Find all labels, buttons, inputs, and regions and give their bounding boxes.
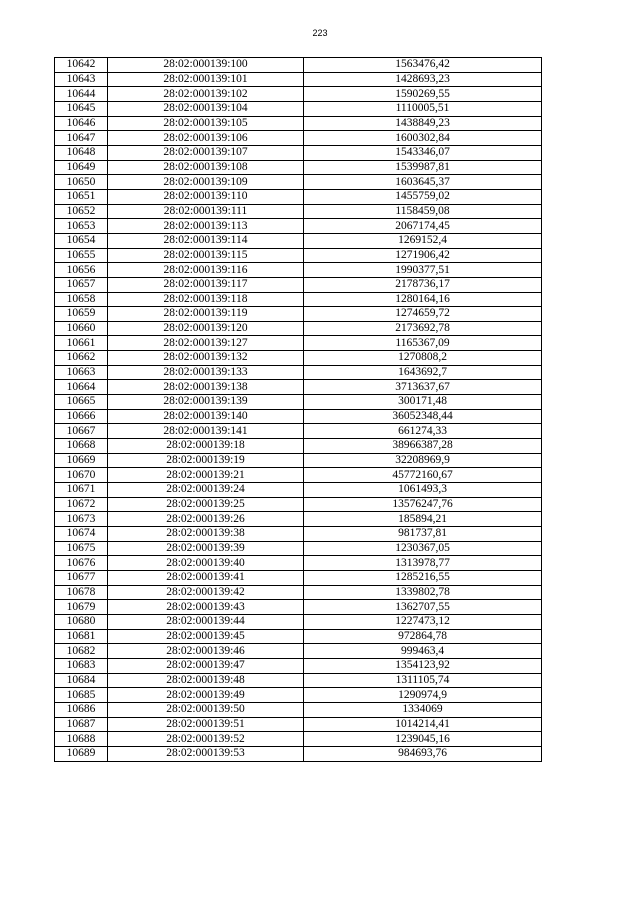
value-cell: 1590269,55 — [304, 87, 542, 102]
table-row — [55, 175, 542, 190]
table-row — [55, 160, 542, 175]
row-number-cell: 10642 — [55, 58, 108, 73]
row-number-cell: 10673 — [55, 512, 108, 527]
cadastral-number-cell: 28:02:000139:41 — [108, 570, 304, 585]
row-number-cell: 10667 — [55, 424, 108, 439]
value-cell: 1239045,16 — [304, 732, 542, 747]
cadastral-number-cell: 28:02:000139:102 — [108, 87, 304, 102]
table-row — [55, 673, 542, 688]
cadastral-number-cell: 28:02:000139:110 — [108, 189, 304, 204]
value-cell: 1014214,41 — [304, 717, 542, 732]
table-row — [55, 497, 542, 512]
value-cell: 1158459,08 — [304, 204, 542, 219]
page-number: 223 — [312, 28, 328, 38]
row-number-cell: 10687 — [55, 717, 108, 732]
cadastral-number-cell: 28:02:000139:38 — [108, 527, 304, 542]
cadastral-number-cell: 28:02:000139:21 — [108, 468, 304, 483]
value-cell: 1311105,74 — [304, 673, 542, 688]
value-cell: 1274659,72 — [304, 307, 542, 322]
table-row — [55, 424, 542, 439]
row-number-cell: 10680 — [55, 614, 108, 629]
row-number-cell: 10672 — [55, 497, 108, 512]
table-row — [55, 101, 542, 116]
table-row — [55, 87, 542, 102]
row-number-cell: 10643 — [55, 72, 108, 87]
cadastral-number-cell: 28:02:000139:49 — [108, 688, 304, 703]
cadastral-number-cell: 28:02:000139:48 — [108, 673, 304, 688]
cadastral-number-cell: 28:02:000139:108 — [108, 160, 304, 175]
value-cell: 984693,76 — [304, 746, 542, 761]
table-row — [55, 58, 542, 73]
table-row — [55, 483, 542, 498]
cadastral-number-cell: 28:02:000139:113 — [108, 219, 304, 234]
table-row — [55, 292, 542, 307]
value-cell: 2178736,17 — [304, 277, 542, 292]
cadastral-number-cell: 28:02:000139:138 — [108, 380, 304, 395]
value-cell: 1339802,78 — [304, 585, 542, 600]
row-number-cell: 10681 — [55, 629, 108, 644]
row-number-cell: 10689 — [55, 746, 108, 761]
row-number-cell: 10688 — [55, 732, 108, 747]
table-body — [55, 58, 542, 762]
row-number-cell: 10677 — [55, 570, 108, 585]
cadastral-number-cell: 28:02:000139:26 — [108, 512, 304, 527]
cadastral-number-cell: 28:02:000139:133 — [108, 365, 304, 380]
table-row — [55, 658, 542, 673]
table-row — [55, 131, 542, 146]
value-cell: 300171,48 — [304, 395, 542, 410]
table-row — [55, 556, 542, 571]
table-row — [55, 527, 542, 542]
row-number-cell: 10670 — [55, 468, 108, 483]
row-number-cell: 10664 — [55, 380, 108, 395]
cadastral-number-cell: 28:02:000139:105 — [108, 116, 304, 131]
row-number-cell: 10666 — [55, 409, 108, 424]
row-number-cell: 10659 — [55, 307, 108, 322]
cadastral-number-cell: 28:02:000139:111 — [108, 204, 304, 219]
row-number-cell: 10682 — [55, 644, 108, 659]
row-number-cell: 10678 — [55, 585, 108, 600]
cadastral-number-cell: 28:02:000139:40 — [108, 556, 304, 571]
table-row — [55, 614, 542, 629]
table-row — [55, 702, 542, 717]
row-number-cell: 10657 — [55, 277, 108, 292]
value-cell: 1165367,09 — [304, 336, 542, 351]
cadastral-number-cell: 28:02:000139:18 — [108, 439, 304, 454]
table-row — [55, 746, 542, 761]
row-number-cell: 10676 — [55, 556, 108, 571]
cadastral-number-cell: 28:02:000139:119 — [108, 307, 304, 322]
table-row — [55, 395, 542, 410]
row-number-cell: 10674 — [55, 527, 108, 542]
value-cell: 1539987,81 — [304, 160, 542, 175]
row-number-cell: 10671 — [55, 483, 108, 498]
cadastral-number-cell: 28:02:000139:104 — [108, 101, 304, 116]
cadastral-number-cell: 28:02:000139:45 — [108, 629, 304, 644]
row-number-cell: 10649 — [55, 160, 108, 175]
value-cell: 1290974,9 — [304, 688, 542, 703]
table-row — [55, 72, 542, 87]
value-cell: 3713637,67 — [304, 380, 542, 395]
table-row — [55, 219, 542, 234]
value-cell: 1061493,3 — [304, 483, 542, 498]
value-cell: 1110005,51 — [304, 101, 542, 116]
row-number-cell: 10651 — [55, 189, 108, 204]
row-number-cell: 10655 — [55, 248, 108, 263]
value-cell: 1271906,42 — [304, 248, 542, 263]
table-row — [55, 541, 542, 556]
cadastral-number-cell: 28:02:000139:52 — [108, 732, 304, 747]
value-cell: 999463,4 — [304, 644, 542, 659]
value-cell: 1600302,84 — [304, 131, 542, 146]
cadastral-number-cell: 28:02:000139:24 — [108, 483, 304, 498]
cadastral-number-cell: 28:02:000139:107 — [108, 145, 304, 160]
table-row — [55, 409, 542, 424]
cadastral-number-cell: 28:02:000139:47 — [108, 658, 304, 673]
table-row — [55, 321, 542, 336]
row-number-cell: 10683 — [55, 658, 108, 673]
cadastral-number-cell: 28:02:000139:46 — [108, 644, 304, 659]
table-row — [55, 717, 542, 732]
value-cell: 1543346,07 — [304, 145, 542, 160]
table-row — [55, 189, 542, 204]
value-cell: 1438849,23 — [304, 116, 542, 131]
table-row — [55, 336, 542, 351]
table-row — [55, 439, 542, 454]
table-row — [55, 600, 542, 615]
value-cell: 1643692,7 — [304, 365, 542, 380]
cadastral-number-cell: 28:02:000139:118 — [108, 292, 304, 307]
value-cell: 1362707,55 — [304, 600, 542, 615]
table-row — [55, 248, 542, 263]
table-row — [55, 351, 542, 366]
value-cell: 32208969,9 — [304, 453, 542, 468]
table-row — [55, 380, 542, 395]
table-row — [55, 263, 542, 278]
row-number-cell: 10685 — [55, 688, 108, 703]
value-cell: 2067174,45 — [304, 219, 542, 234]
row-number-cell: 10644 — [55, 87, 108, 102]
cadastral-number-cell: 28:02:000139:39 — [108, 541, 304, 556]
value-cell: 1280164,16 — [304, 292, 542, 307]
table-row — [55, 116, 542, 131]
cadastral-number-cell: 28:02:000139:25 — [108, 497, 304, 512]
table-row — [55, 145, 542, 160]
table-row — [55, 688, 542, 703]
row-number-cell: 10646 — [55, 116, 108, 131]
cadastral-number-cell: 28:02:000139:120 — [108, 321, 304, 336]
row-number-cell: 10660 — [55, 321, 108, 336]
value-cell: 1563476,42 — [304, 58, 542, 73]
row-number-cell: 10662 — [55, 351, 108, 366]
value-cell: 1354123,92 — [304, 658, 542, 673]
table-row — [55, 233, 542, 248]
cadastral-number-cell: 28:02:000139:50 — [108, 702, 304, 717]
cadastral-number-cell: 28:02:000139:106 — [108, 131, 304, 146]
row-number-cell: 10665 — [55, 395, 108, 410]
row-number-cell: 10675 — [55, 541, 108, 556]
row-number-cell: 10663 — [55, 365, 108, 380]
value-cell: 1230367,05 — [304, 541, 542, 556]
value-cell: 185894,21 — [304, 512, 542, 527]
row-number-cell: 10669 — [55, 453, 108, 468]
value-cell: 1313978,77 — [304, 556, 542, 571]
cadastral-number-cell: 28:02:000139:116 — [108, 263, 304, 278]
cadastral-number-cell: 28:02:000139:141 — [108, 424, 304, 439]
value-cell: 2173692,78 — [304, 321, 542, 336]
cadastral-number-cell: 28:02:000139:109 — [108, 175, 304, 190]
table-row — [55, 277, 542, 292]
row-number-cell: 10656 — [55, 263, 108, 278]
cadastral-number-cell: 28:02:000139:100 — [108, 58, 304, 73]
table-row — [55, 629, 542, 644]
table-row — [55, 365, 542, 380]
value-cell: 38966387,28 — [304, 439, 542, 454]
cadastral-number-cell: 28:02:000139:127 — [108, 336, 304, 351]
row-number-cell: 10668 — [55, 439, 108, 454]
table-row — [55, 204, 542, 219]
cadastral-number-cell: 28:02:000139:117 — [108, 277, 304, 292]
value-cell: 1603645,37 — [304, 175, 542, 190]
value-cell: 1270808,2 — [304, 351, 542, 366]
value-cell: 661274,33 — [304, 424, 542, 439]
value-cell: 45772160,67 — [304, 468, 542, 483]
table-row — [55, 468, 542, 483]
cadastral-number-cell: 28:02:000139:140 — [108, 409, 304, 424]
cadastral-number-cell: 28:02:000139:101 — [108, 72, 304, 87]
cadastral-number-cell: 28:02:000139:115 — [108, 248, 304, 263]
value-cell: 13576247,76 — [304, 497, 542, 512]
cadastral-number-cell: 28:02:000139:44 — [108, 614, 304, 629]
row-number-cell: 10650 — [55, 175, 108, 190]
row-number-cell: 10658 — [55, 292, 108, 307]
cadastral-number-cell: 28:02:000139:51 — [108, 717, 304, 732]
row-number-cell: 10661 — [55, 336, 108, 351]
cadastral-value-table — [54, 57, 542, 762]
value-cell: 1269152,4 — [304, 233, 542, 248]
value-cell: 1455759,02 — [304, 189, 542, 204]
cadastral-number-cell: 28:02:000139:53 — [108, 746, 304, 761]
cadastral-number-cell: 28:02:000139:132 — [108, 351, 304, 366]
value-cell: 1227473,12 — [304, 614, 542, 629]
table-row — [55, 644, 542, 659]
table-row — [55, 570, 542, 585]
value-cell: 1990377,51 — [304, 263, 542, 278]
row-number-cell: 10645 — [55, 101, 108, 116]
row-number-cell: 10648 — [55, 145, 108, 160]
cadastral-number-cell: 28:02:000139:42 — [108, 585, 304, 600]
cadastral-number-cell: 28:02:000139:114 — [108, 233, 304, 248]
value-cell: 36052348,44 — [304, 409, 542, 424]
value-cell: 1428693,23 — [304, 72, 542, 87]
row-number-cell: 10654 — [55, 233, 108, 248]
cadastral-number-cell: 28:02:000139:139 — [108, 395, 304, 410]
row-number-cell: 10679 — [55, 600, 108, 615]
cadastral-number-cell: 28:02:000139:43 — [108, 600, 304, 615]
row-number-cell: 10653 — [55, 219, 108, 234]
row-number-cell: 10684 — [55, 673, 108, 688]
value-cell: 1334069 — [304, 702, 542, 717]
table-row — [55, 585, 542, 600]
table-row — [55, 307, 542, 322]
table-row — [55, 512, 542, 527]
row-number-cell: 10652 — [55, 204, 108, 219]
table-row — [55, 453, 542, 468]
value-cell: 981737,81 — [304, 527, 542, 542]
table-row — [55, 732, 542, 747]
value-cell: 1285216,55 — [304, 570, 542, 585]
row-number-cell: 10686 — [55, 702, 108, 717]
cadastral-number-cell: 28:02:000139:19 — [108, 453, 304, 468]
value-cell: 972864,78 — [304, 629, 542, 644]
row-number-cell: 10647 — [55, 131, 108, 146]
